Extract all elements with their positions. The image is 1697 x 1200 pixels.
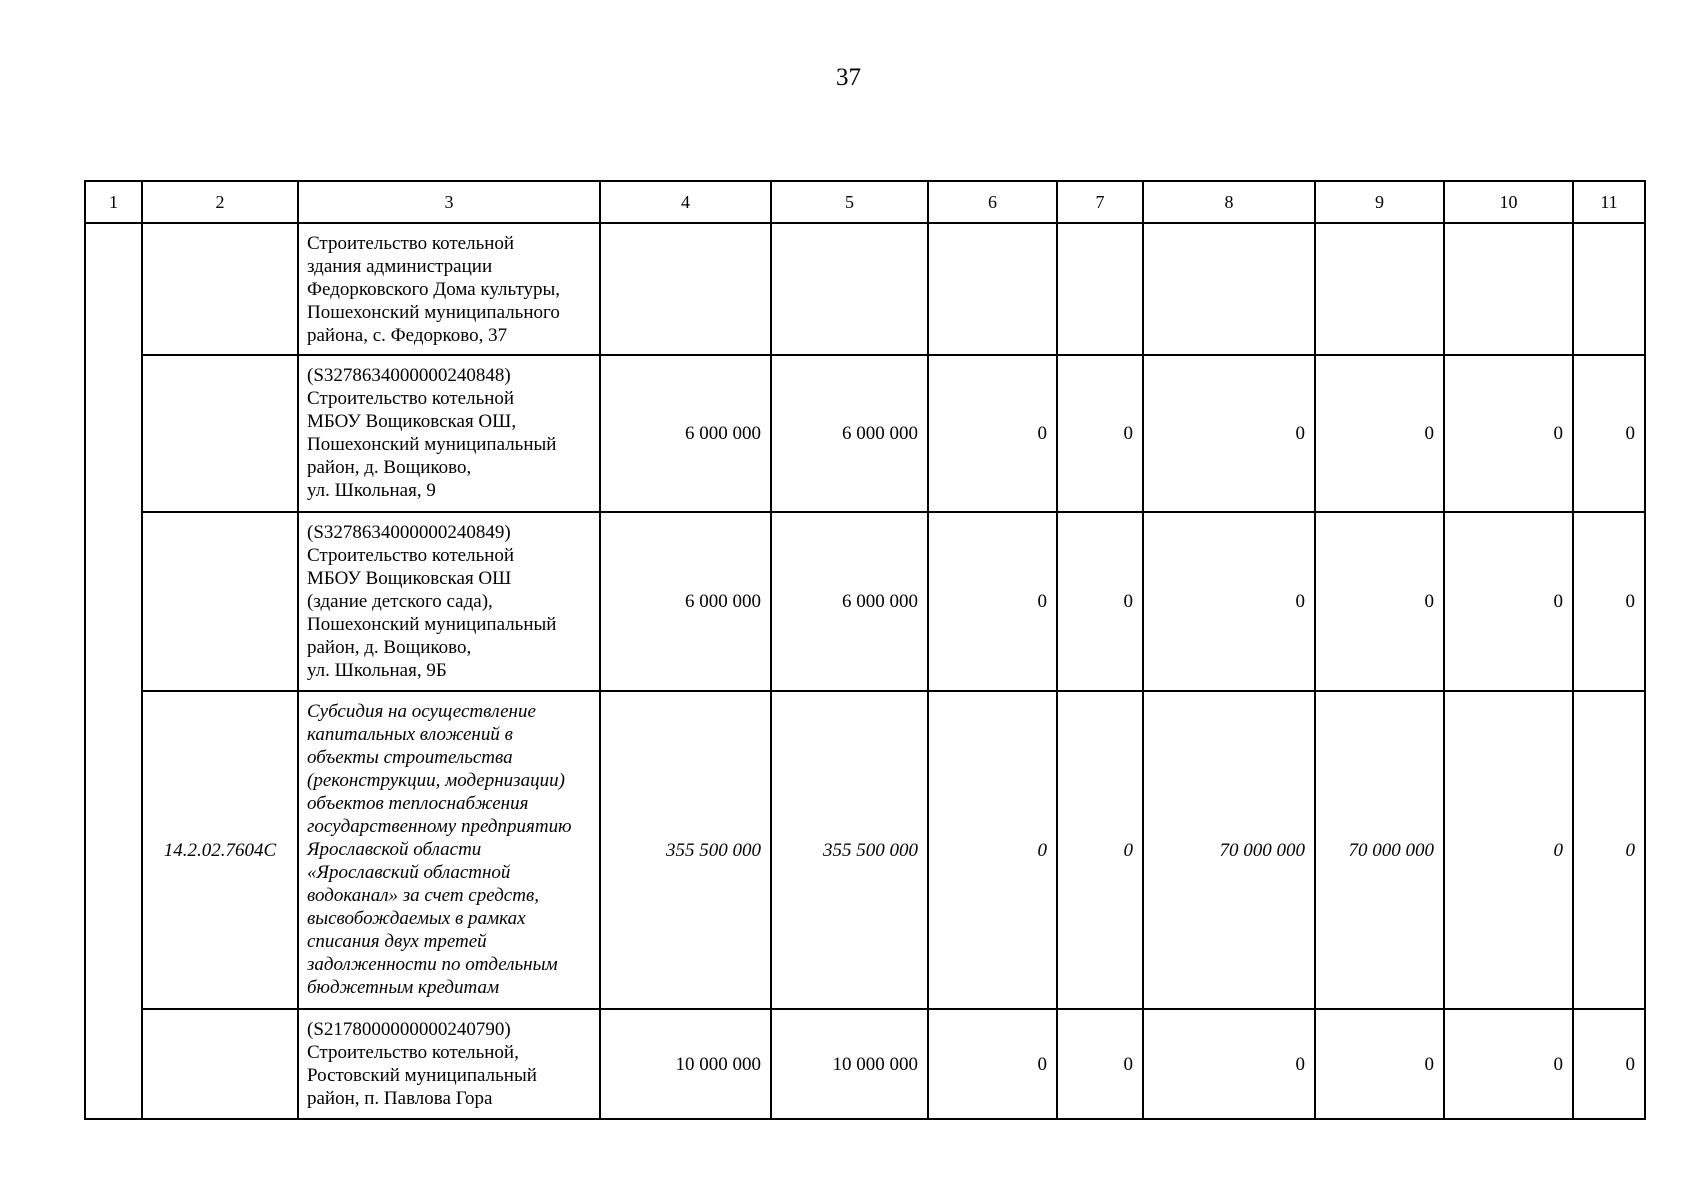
- description-line: (здание детского сада),: [307, 591, 493, 612]
- code-cell: [142, 355, 298, 512]
- column-header: 9: [1315, 181, 1444, 223]
- value-cell: 0: [1444, 512, 1573, 691]
- column-header: 10: [1444, 181, 1573, 223]
- header-row: [85, 181, 1645, 223]
- value-cell: 355 500 000: [771, 691, 928, 1009]
- description-line: (S3278634000000240848): [307, 365, 511, 386]
- value-cell: 0: [928, 691, 1057, 1009]
- description-line: (реконструкции, модернизации): [307, 770, 565, 791]
- description-cell: [298, 512, 600, 691]
- value-cell: 0: [1444, 691, 1573, 1009]
- value-cell: 0: [1143, 1009, 1315, 1119]
- value-cell: 10 000 000: [600, 1009, 771, 1119]
- description-line: район, д. Вощиково,: [307, 457, 472, 478]
- description-cell: [298, 355, 600, 512]
- description-line: Ростовский муниципальный: [307, 1065, 537, 1086]
- value-cell: 6 000 000: [600, 512, 771, 691]
- description-line: (S2178000000000240790): [307, 1019, 511, 1040]
- description-line: объектов теплоснабжения: [307, 793, 529, 814]
- table-row: [85, 223, 1645, 355]
- code-cell: [142, 1009, 298, 1119]
- value-cell: 0: [1143, 355, 1315, 512]
- value-cell: 0: [1573, 512, 1645, 691]
- value-cell: 0: [1573, 1009, 1645, 1119]
- description-line: Федорковского Дома культуры,: [307, 279, 561, 300]
- value-cell: 0: [1573, 355, 1645, 512]
- value-cell: 0: [1057, 355, 1143, 512]
- value-cell: 0: [1315, 512, 1444, 691]
- description-line: Пошехонский муниципального: [307, 302, 560, 323]
- value-cell: 6 000 000: [771, 512, 928, 691]
- table-row: [85, 1009, 1645, 1119]
- description-line: района, с. Федорково, 37: [307, 325, 508, 346]
- value-cell: [1573, 223, 1645, 355]
- value-cell: 0: [1444, 355, 1573, 512]
- description-line: Строительство котельной,: [307, 1042, 519, 1063]
- value-cell: 0: [928, 512, 1057, 691]
- value-cell: 0: [1143, 512, 1315, 691]
- value-cell: 6 000 000: [771, 355, 928, 512]
- description-line: Строительство котельной: [307, 233, 515, 254]
- value-cell: 0: [1057, 691, 1143, 1009]
- description-line: Строительство котельной: [307, 545, 515, 566]
- value-cell: 70 000 000: [1315, 691, 1444, 1009]
- column-header: 5: [771, 181, 928, 223]
- value-cell: [928, 223, 1057, 355]
- description-line: Строительство котельной: [307, 388, 515, 409]
- description-line: объекты строительства: [307, 747, 513, 768]
- code-cell: 14.2.02.7604C: [142, 691, 298, 1009]
- description-line: МБОУ Вощиковская ОШ,: [307, 411, 517, 432]
- value-cell: [1057, 223, 1143, 355]
- description-line: Субсидия на осуществление: [307, 701, 536, 722]
- value-cell: 0: [1444, 1009, 1573, 1119]
- column-header: 1: [85, 181, 142, 223]
- code-cell: [142, 512, 298, 691]
- table-row: [85, 355, 1645, 512]
- column-header: 2: [142, 181, 298, 223]
- value-cell: [771, 223, 928, 355]
- value-cell: 0: [1057, 1009, 1143, 1119]
- table-row: [85, 691, 1645, 1009]
- budget-table: [84, 180, 1646, 1120]
- description-line: государственному предприятию: [307, 816, 572, 837]
- description-line: списания двух третей: [307, 931, 487, 952]
- description-line: водоканал» за счет средств,: [307, 885, 539, 906]
- value-cell: 0: [928, 355, 1057, 512]
- value-cell: 0: [1315, 355, 1444, 512]
- description-cell: [298, 223, 600, 355]
- table-body: [85, 223, 1645, 1119]
- description-line: район, п. Павлова Гора: [307, 1088, 493, 1109]
- value-cell: [1444, 223, 1573, 355]
- description-line: Пошехонский муниципальный: [307, 434, 557, 455]
- description-line: задолженности по отдельным: [307, 954, 558, 975]
- code-cell: [142, 223, 298, 355]
- description-cell: [298, 1009, 600, 1119]
- description-line: бюджетным кредитам: [307, 977, 500, 998]
- value-cell: 6 000 000: [600, 355, 771, 512]
- value-cell: [600, 223, 771, 355]
- column-header: 4: [600, 181, 771, 223]
- value-cell: 0: [1315, 1009, 1444, 1119]
- page-number: 37: [836, 64, 861, 91]
- value-cell: [1315, 223, 1444, 355]
- column-header: 8: [1143, 181, 1315, 223]
- description-line: Ярославской области: [307, 839, 482, 860]
- value-cell: 70 000 000: [1143, 691, 1315, 1009]
- column-header: 11: [1573, 181, 1645, 223]
- description-line: высвобождаемых в рамках: [307, 908, 526, 929]
- table-row: [85, 512, 1645, 691]
- value-cell: 0: [928, 1009, 1057, 1119]
- value-cell: 10 000 000: [771, 1009, 928, 1119]
- description-line: МБОУ Вощиковская ОШ: [307, 568, 512, 589]
- description-line: «Ярославский областной: [307, 862, 511, 883]
- value-cell: 0: [1057, 512, 1143, 691]
- column-header: 6: [928, 181, 1057, 223]
- description-line: капитальных вложений в: [307, 724, 513, 745]
- column-header: 7: [1057, 181, 1143, 223]
- description-cell: [298, 691, 600, 1009]
- description-line: здания администрации: [307, 256, 493, 277]
- value-cell: 355 500 000: [600, 691, 771, 1009]
- value-cell: [1143, 223, 1315, 355]
- description-line: Пошехонский муниципальный: [307, 614, 557, 635]
- value-cell: 0: [1573, 691, 1645, 1009]
- row-number-cell: [85, 223, 142, 1119]
- description-line: район, д. Вощиково,: [307, 637, 472, 658]
- column-header: 3: [298, 181, 600, 223]
- description-line: ул. Школьная, 9: [307, 480, 436, 501]
- description-line: ул. Школьная, 9Б: [307, 660, 447, 681]
- description-line: (S3278634000000240849): [307, 522, 511, 543]
